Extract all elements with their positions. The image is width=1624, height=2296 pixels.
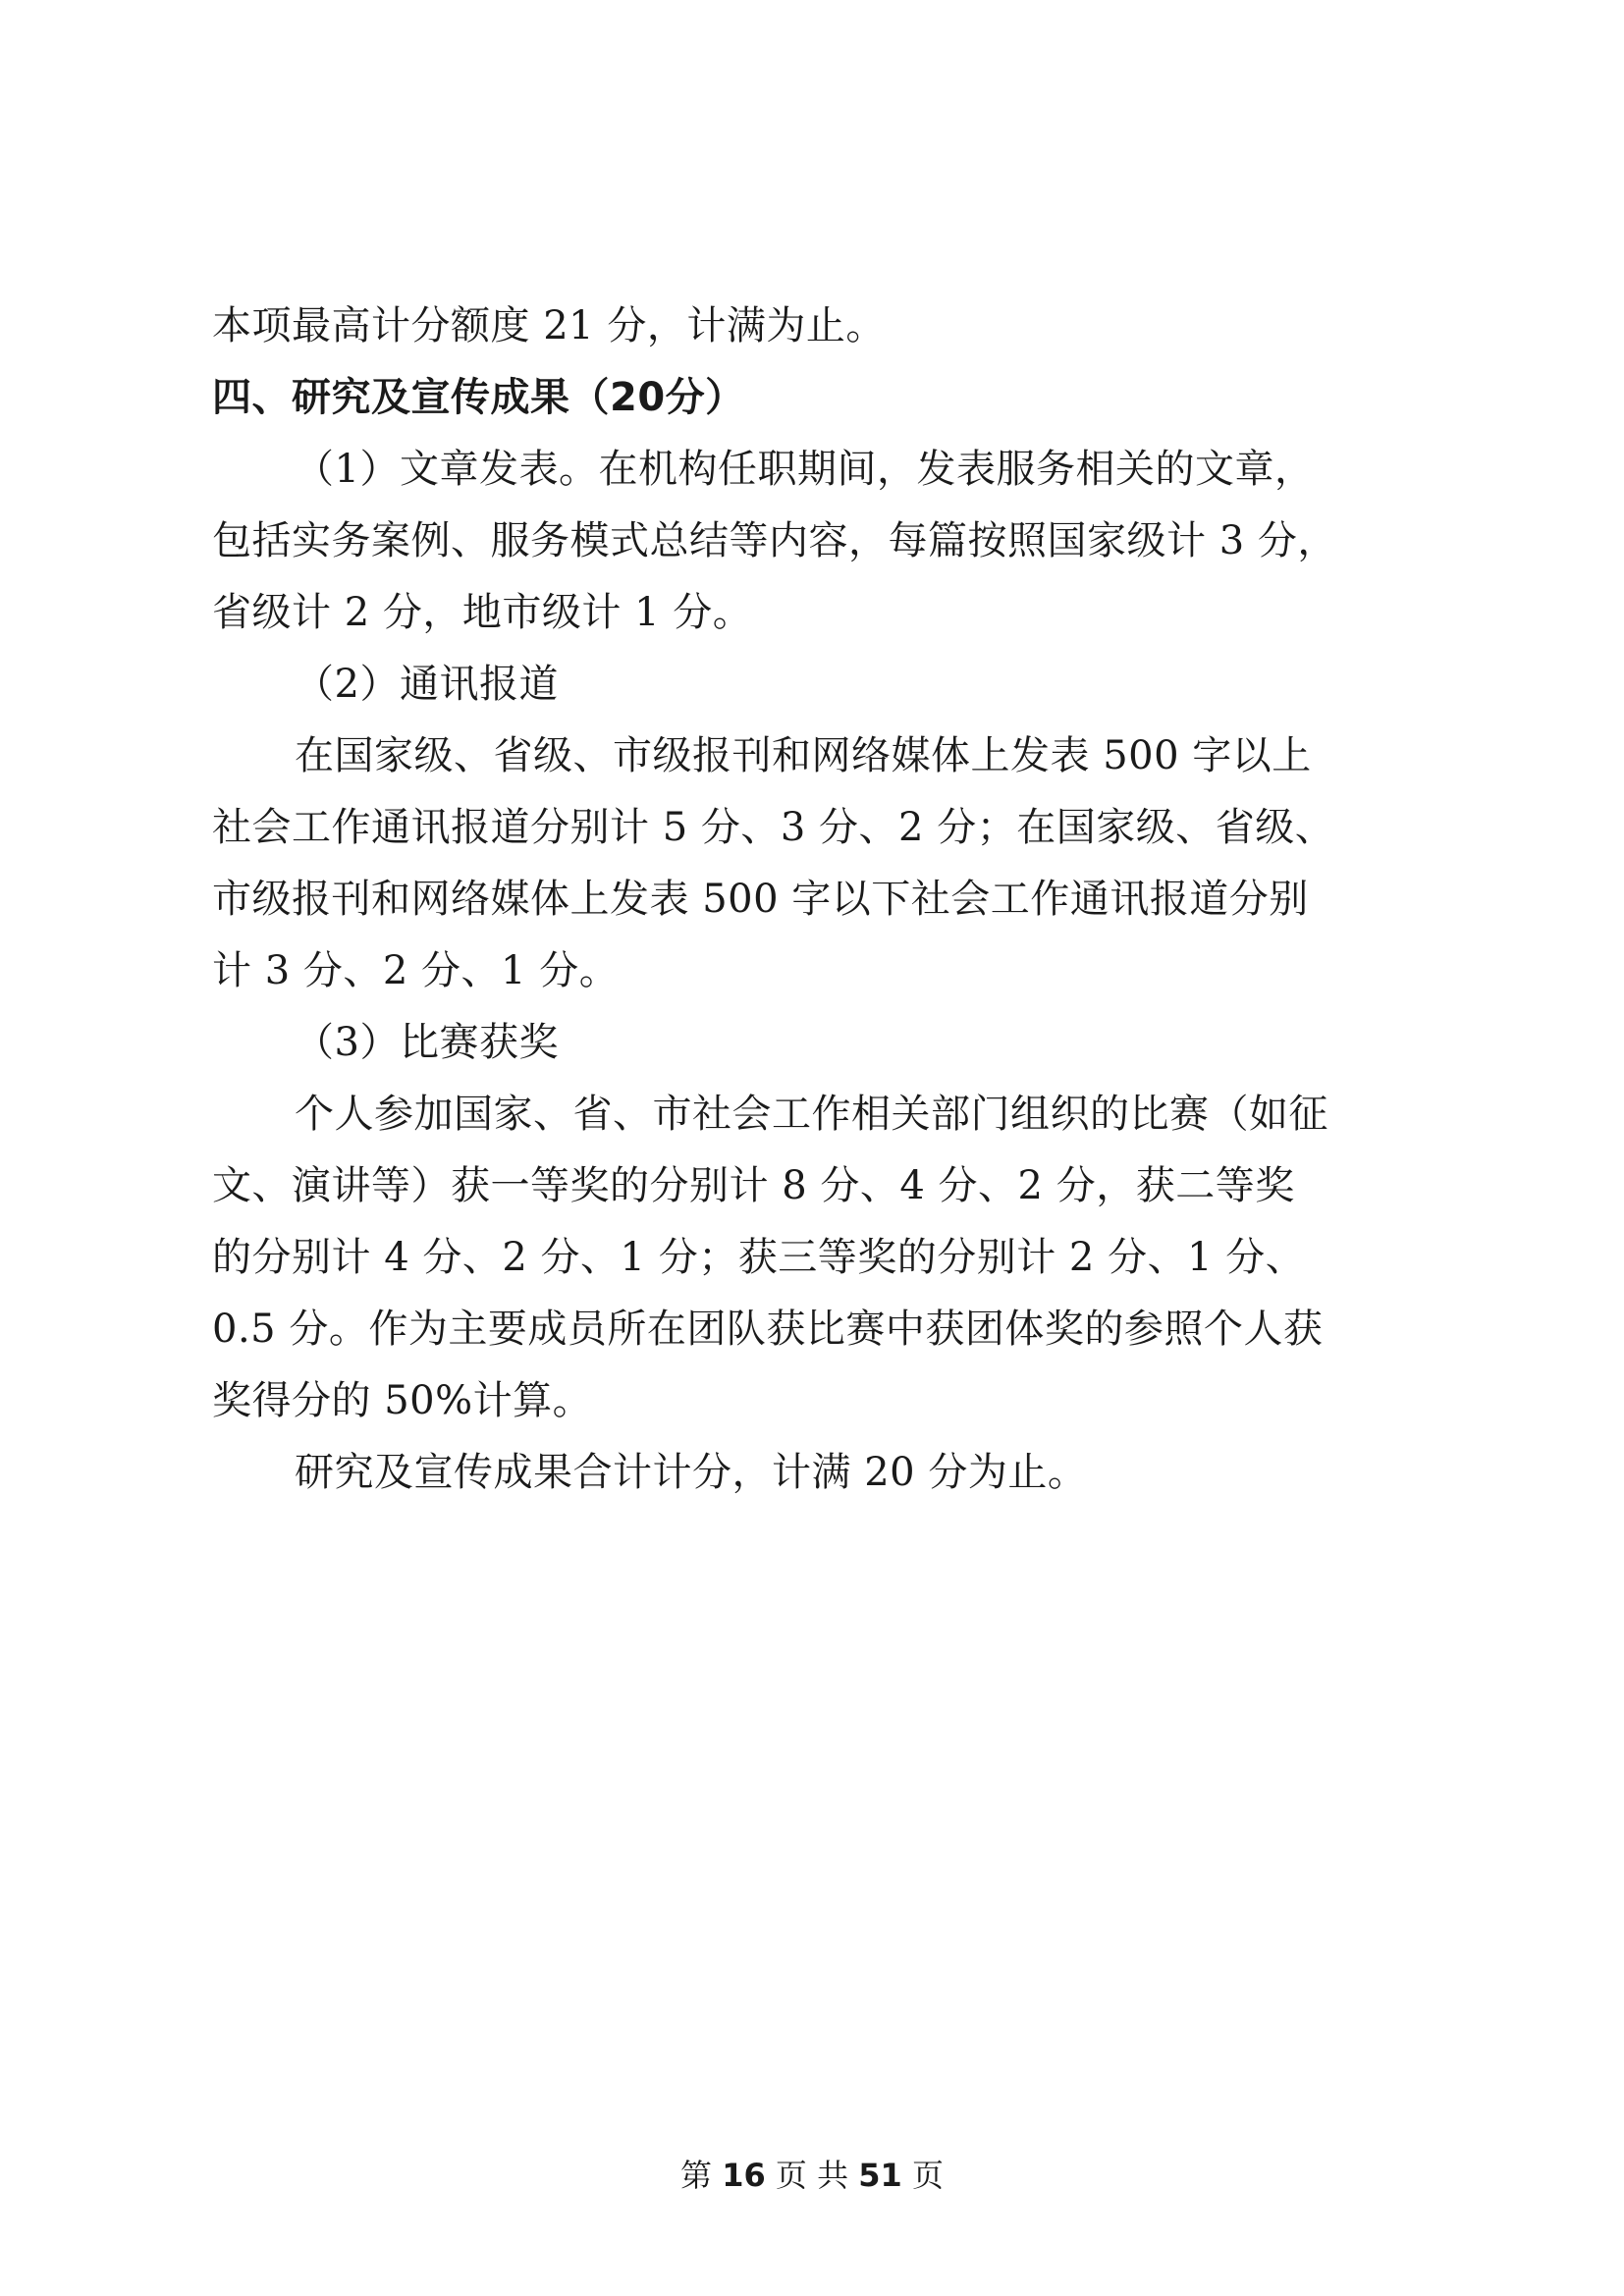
paragraph-line: 社会工作通讯报道分别计 5 分、3 分、2 分；在国家级、省级、 <box>212 805 1335 850</box>
document-body <box>212 291 1430 1509</box>
total-page-number: 51 <box>858 2157 902 2194</box>
paragraph-line: 包括实务案例、服务模式总结等内容，每篇按照国家级计 3 分， <box>212 518 1337 563</box>
footer-suffix: 页 <box>911 2157 944 2194</box>
section-heading: 四、研究及宣传成果（20分） <box>212 375 745 420</box>
current-page-number: 16 <box>722 2157 766 2194</box>
paragraph-line: 0.5 分。作为主要成员所在团队获比赛中获团体奖的参照个人获 <box>212 1307 1324 1352</box>
paragraph-line: 省级计 2 分，地市级计 1 分。 <box>212 590 753 635</box>
subsection-heading: （2）通讯报道 <box>295 662 559 707</box>
subsection-heading: （3）比赛获奖 <box>295 1020 559 1065</box>
paragraph-line: 市级报刊和网络媒体上发表 500 字以下社会工作通讯报道分别 <box>212 877 1309 922</box>
paragraph-line: 文、演讲等）获一等奖的分别计 8 分、4 分、2 分，获二等奖 <box>212 1163 1295 1208</box>
footer-prefix: 第 <box>680 2157 713 2194</box>
footer-middle: 页 共 <box>775 2157 849 2194</box>
paragraph-line: 在国家级、省级、市级报刊和网络媒体上发表 500 字以上 <box>295 733 1312 778</box>
paragraph-line: 个人参加国家、省、市社会工作相关部门组织的比赛（如征 <box>295 1092 1328 1137</box>
paragraph-line: 研究及宣传成果合计计分，计满 20 分为止。 <box>295 1450 1088 1495</box>
paragraph-line: 的分别计 4 分、2 分、1 分；获三等奖的分别计 2 分、1 分、 <box>212 1235 1306 1280</box>
paragraph-line: 本项最高计分额度 21 分，计满为止。 <box>212 303 886 348</box>
page-footer <box>0 2156 1624 2195</box>
paragraph-line: 奖得分的 50%计算。 <box>212 1378 593 1423</box>
paragraph-line: 计 3 分、2 分、1 分。 <box>212 948 620 993</box>
paragraph-line: （1）文章发表。在机构任职期间，发表服务相关的文章， <box>295 447 1315 492</box>
